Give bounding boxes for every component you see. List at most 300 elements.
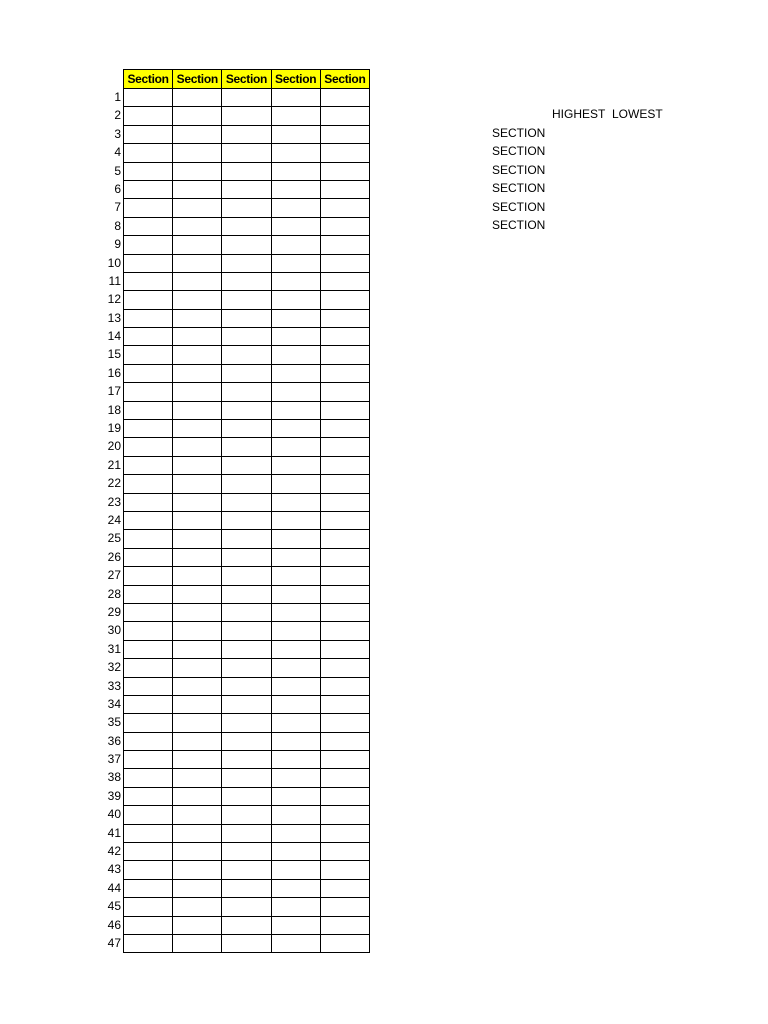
grid-cell[interactable] <box>124 493 173 511</box>
grid-cell[interactable] <box>222 934 271 952</box>
grid-cell[interactable] <box>222 217 271 235</box>
grid-cell[interactable] <box>124 180 173 198</box>
table-row <box>124 548 370 566</box>
grid-cell[interactable] <box>320 89 369 107</box>
grid-cell[interactable] <box>222 364 271 382</box>
grid-cell[interactable] <box>320 401 369 419</box>
lowest-label: LOWEST <box>612 107 663 121</box>
grid-cell[interactable] <box>222 916 271 934</box>
grid-cell[interactable] <box>173 180 222 198</box>
grid-cell[interactable] <box>124 144 173 162</box>
grid-cell[interactable] <box>320 934 369 952</box>
grid-cell[interactable] <box>173 530 222 548</box>
table-row <box>124 475 370 493</box>
grid-cell[interactable] <box>124 456 173 474</box>
grid-cell[interactable] <box>124 530 173 548</box>
grid-cell[interactable] <box>124 677 173 695</box>
grid-cell[interactable] <box>222 640 271 658</box>
grid-cell[interactable] <box>173 567 222 585</box>
grid-cell[interactable] <box>124 806 173 824</box>
grid-cell[interactable] <box>320 236 369 254</box>
table-row <box>124 806 370 824</box>
row-number: 29 <box>107 604 121 619</box>
grid-cell[interactable] <box>124 364 173 382</box>
grid-cell[interactable] <box>271 677 320 695</box>
grid-cell[interactable] <box>271 254 320 272</box>
grid-cell[interactable] <box>124 695 173 713</box>
grid-cell[interactable] <box>222 659 271 677</box>
grid-cell[interactable] <box>222 677 271 695</box>
grid-cell[interactable] <box>320 677 369 695</box>
grid-cell[interactable] <box>271 217 320 235</box>
grid-cell[interactable] <box>320 272 369 290</box>
grid-cell[interactable] <box>222 383 271 401</box>
grid-cell[interactable] <box>173 898 222 916</box>
grid-cell[interactable] <box>222 824 271 842</box>
row-number: 47 <box>107 935 121 950</box>
grid-cell[interactable] <box>173 420 222 438</box>
table-row <box>124 328 370 346</box>
grid-cell[interactable] <box>320 364 369 382</box>
grid-cell[interactable] <box>173 714 222 732</box>
grid-cell[interactable] <box>222 420 271 438</box>
grid-cell[interactable] <box>271 511 320 529</box>
grid-cell[interactable] <box>271 695 320 713</box>
grid-cell[interactable] <box>173 125 222 143</box>
row-number: 27 <box>107 568 121 583</box>
table-row <box>124 125 370 143</box>
summary-section-label: SECTION <box>492 217 546 232</box>
grid-cell[interactable] <box>124 162 173 180</box>
grid-cell[interactable] <box>320 511 369 529</box>
grid-cell[interactable] <box>173 144 222 162</box>
table-row <box>124 659 370 677</box>
grid-cell[interactable] <box>124 272 173 290</box>
table-row <box>124 162 370 180</box>
section-grid <box>123 69 370 953</box>
table-row <box>124 272 370 290</box>
grid-cell[interactable] <box>320 254 369 272</box>
grid-cell[interactable] <box>320 659 369 677</box>
grid-cell[interactable] <box>222 879 271 897</box>
grid-cell[interactable] <box>173 217 222 235</box>
column-header-section: Section <box>173 70 222 89</box>
grid-cell[interactable] <box>271 843 320 861</box>
grid-cell[interactable] <box>124 199 173 217</box>
grid-cell[interactable] <box>124 585 173 603</box>
grid-cell[interactable] <box>320 144 369 162</box>
summary-section-label: SECTION <box>492 181 546 196</box>
grid-cell[interactable] <box>222 714 271 732</box>
grid-cell[interactable] <box>124 879 173 897</box>
grid-cell[interactable] <box>222 199 271 217</box>
grid-cell[interactable] <box>124 898 173 916</box>
grid-cell[interactable] <box>124 861 173 879</box>
grid-cell[interactable] <box>320 603 369 621</box>
table-row <box>124 916 370 934</box>
grid-cell[interactable] <box>124 622 173 640</box>
grid-cell[interactable] <box>124 236 173 254</box>
grid-cell[interactable] <box>271 934 320 952</box>
grid-cell[interactable] <box>222 254 271 272</box>
grid-cell[interactable] <box>271 567 320 585</box>
grid-cell[interactable] <box>124 548 173 566</box>
grid-cell[interactable] <box>271 364 320 382</box>
grid-cell[interactable] <box>271 236 320 254</box>
grid-cell[interactable] <box>271 180 320 198</box>
grid-cell[interactable] <box>222 530 271 548</box>
grid-cell[interactable] <box>124 511 173 529</box>
grid-cell[interactable] <box>173 824 222 842</box>
row-number: 36 <box>107 733 121 748</box>
grid-cell[interactable] <box>271 199 320 217</box>
table-row <box>124 236 370 254</box>
grid-cell[interactable] <box>124 769 173 787</box>
grid-cell[interactable] <box>271 438 320 456</box>
grid-cell[interactable] <box>173 291 222 309</box>
grid-cell[interactable] <box>173 861 222 879</box>
table-row <box>124 364 370 382</box>
grid-cell[interactable] <box>320 420 369 438</box>
table-row <box>124 530 370 548</box>
row-number: 9 <box>114 237 121 252</box>
grid-cell[interactable] <box>271 456 320 474</box>
row-number: 46 <box>107 917 121 932</box>
grid-cell[interactable] <box>320 640 369 658</box>
grid-cell[interactable] <box>124 659 173 677</box>
grid-cell[interactable] <box>222 567 271 585</box>
grid-cell[interactable] <box>222 511 271 529</box>
grid-cell[interactable] <box>222 89 271 107</box>
row-number-column <box>80 88 122 952</box>
grid-cell[interactable] <box>222 328 271 346</box>
grid-cell[interactable] <box>173 732 222 750</box>
row-number: 38 <box>107 770 121 785</box>
grid-cell[interactable] <box>124 603 173 621</box>
grid-cell[interactable] <box>320 162 369 180</box>
grid-cell[interactable] <box>222 769 271 787</box>
table-row <box>124 567 370 585</box>
grid-cell[interactable] <box>320 787 369 805</box>
column-header-section: Section <box>222 70 271 89</box>
grid-cell[interactable] <box>124 732 173 750</box>
grid-cell[interactable] <box>320 493 369 511</box>
grid-cell[interactable] <box>173 162 222 180</box>
grid-cell[interactable] <box>124 328 173 346</box>
grid-cell[interactable] <box>271 125 320 143</box>
grid-cell[interactable] <box>222 751 271 769</box>
column-header-section: Section <box>271 70 320 89</box>
grid-cell[interactable] <box>173 346 222 364</box>
grid-cell[interactable] <box>173 787 222 805</box>
grid-cell[interactable] <box>271 732 320 750</box>
grid-cell[interactable] <box>271 787 320 805</box>
grid-cell[interactable] <box>222 622 271 640</box>
grid-cell[interactable] <box>320 732 369 750</box>
grid-cell[interactable] <box>222 125 271 143</box>
row-number: 35 <box>107 715 121 730</box>
grid-cell[interactable] <box>320 714 369 732</box>
table-row <box>124 199 370 217</box>
grid-cell[interactable] <box>320 346 369 364</box>
grid-cell[interactable] <box>320 180 369 198</box>
grid-cell[interactable] <box>271 291 320 309</box>
grid-cell[interactable] <box>271 898 320 916</box>
grid-cell[interactable] <box>222 456 271 474</box>
grid-cell[interactable] <box>173 806 222 824</box>
grid-cell[interactable] <box>173 585 222 603</box>
grid-cell[interactable] <box>320 567 369 585</box>
row-number: 6 <box>114 181 121 196</box>
grid-cell[interactable] <box>271 769 320 787</box>
row-number: 8 <box>114 218 121 233</box>
table-row <box>124 346 370 364</box>
row-number: 14 <box>107 329 121 344</box>
grid-cell[interactable] <box>222 585 271 603</box>
grid-cell[interactable] <box>320 438 369 456</box>
grid-cell[interactable] <box>124 383 173 401</box>
grid-cell[interactable] <box>173 879 222 897</box>
grid-cell[interactable] <box>124 751 173 769</box>
grid-cell[interactable] <box>173 328 222 346</box>
grid-cell[interactable] <box>271 640 320 658</box>
grid-cell[interactable] <box>320 107 369 125</box>
grid-cell[interactable] <box>271 751 320 769</box>
row-number: 20 <box>107 439 121 454</box>
grid-cell[interactable] <box>271 714 320 732</box>
row-number: 11 <box>108 273 121 288</box>
grid-cell[interactable] <box>124 934 173 952</box>
grid-cell[interactable] <box>173 89 222 107</box>
grid-cell[interactable] <box>320 622 369 640</box>
grid-cell[interactable] <box>320 291 369 309</box>
grid-cell[interactable] <box>271 824 320 842</box>
grid-cell[interactable] <box>173 548 222 566</box>
grid-cell[interactable] <box>271 144 320 162</box>
grid-cell[interactable] <box>320 217 369 235</box>
grid-cell[interactable] <box>124 420 173 438</box>
grid-cell[interactable] <box>124 640 173 658</box>
grid-cell[interactable] <box>173 309 222 327</box>
grid-cell[interactable] <box>320 585 369 603</box>
grid-cell[interactable] <box>222 272 271 290</box>
grid-cell[interactable] <box>173 438 222 456</box>
grid-cell[interactable] <box>271 383 320 401</box>
grid-cell[interactable] <box>320 328 369 346</box>
grid-cell[interactable] <box>320 475 369 493</box>
grid-cell[interactable] <box>222 236 271 254</box>
grid-cell[interactable] <box>173 475 222 493</box>
grid-cell[interactable] <box>271 475 320 493</box>
row-number: 12 <box>107 292 121 307</box>
grid-cell[interactable] <box>320 806 369 824</box>
grid-cell[interactable] <box>320 769 369 787</box>
grid-cell[interactable] <box>222 180 271 198</box>
grid-cell[interactable] <box>222 475 271 493</box>
grid-cell[interactable] <box>271 530 320 548</box>
row-number: 7 <box>114 200 121 215</box>
table-row <box>124 89 370 107</box>
row-number: 45 <box>107 899 121 914</box>
table-row <box>124 291 370 309</box>
grid-cell[interactable] <box>173 659 222 677</box>
grid-cell[interactable] <box>173 916 222 934</box>
grid-cell[interactable] <box>320 824 369 842</box>
table-row <box>124 898 370 916</box>
grid-cell[interactable] <box>320 751 369 769</box>
grid-cell[interactable] <box>222 806 271 824</box>
table-row <box>124 787 370 805</box>
grid-cell[interactable] <box>124 438 173 456</box>
grid-cell[interactable] <box>124 217 173 235</box>
grid-cell[interactable] <box>222 144 271 162</box>
grid-cell[interactable] <box>173 364 222 382</box>
grid-cell[interactable] <box>173 843 222 861</box>
row-number: 5 <box>114 163 121 178</box>
grid-cell[interactable] <box>173 511 222 529</box>
grid-cell[interactable] <box>320 861 369 879</box>
grid-cell[interactable] <box>222 603 271 621</box>
row-number: 22 <box>107 476 121 491</box>
row-number: 33 <box>107 678 121 693</box>
grid-cell[interactable] <box>222 107 271 125</box>
table-row <box>124 640 370 658</box>
table-row <box>124 751 370 769</box>
row-number: 34 <box>107 696 121 711</box>
grid-cell[interactable] <box>271 861 320 879</box>
grid-cell[interactable] <box>173 751 222 769</box>
grid-cell[interactable] <box>271 89 320 107</box>
grid-cell[interactable] <box>222 162 271 180</box>
grid-cell[interactable] <box>124 401 173 419</box>
grid-cell[interactable] <box>222 291 271 309</box>
table-row <box>124 383 370 401</box>
grid-cell[interactable] <box>271 420 320 438</box>
grid-cell[interactable] <box>320 309 369 327</box>
grid-cell[interactable] <box>222 861 271 879</box>
grid-cell[interactable] <box>271 603 320 621</box>
grid-cell[interactable] <box>173 107 222 125</box>
grid-cell[interactable] <box>222 438 271 456</box>
table-row <box>124 217 370 235</box>
grid-cell[interactable] <box>271 328 320 346</box>
grid-cell[interactable] <box>124 346 173 364</box>
grid-cell[interactable] <box>173 934 222 952</box>
grid-cell[interactable] <box>173 677 222 695</box>
grid-cell[interactable] <box>320 843 369 861</box>
grid-cell[interactable] <box>124 787 173 805</box>
grid-cell[interactable] <box>320 530 369 548</box>
row-number: 40 <box>107 807 121 822</box>
grid-cell[interactable] <box>124 475 173 493</box>
grid-cell[interactable] <box>320 383 369 401</box>
grid-cell[interactable] <box>320 879 369 897</box>
table-row <box>124 769 370 787</box>
grid-cell[interactable] <box>222 695 271 713</box>
grid-cell[interactable] <box>271 107 320 125</box>
grid-cell[interactable] <box>222 401 271 419</box>
grid-cell[interactable] <box>124 916 173 934</box>
grid-cell[interactable] <box>124 89 173 107</box>
grid-cell[interactable] <box>173 603 222 621</box>
grid-cell[interactable] <box>173 236 222 254</box>
grid-cell[interactable] <box>173 383 222 401</box>
grid-cell[interactable] <box>124 254 173 272</box>
row-number: 13 <box>107 310 121 325</box>
table-row <box>124 677 370 695</box>
row-number: 4 <box>114 145 121 160</box>
grid-cell[interactable] <box>271 585 320 603</box>
grid-cell[interactable] <box>320 199 369 217</box>
row-number: 17 <box>107 384 121 399</box>
grid-cell[interactable] <box>124 843 173 861</box>
grid-cell[interactable] <box>320 898 369 916</box>
grid-cell[interactable] <box>320 125 369 143</box>
grid-cell[interactable] <box>271 162 320 180</box>
grid-cell[interactable] <box>173 769 222 787</box>
grid-cell[interactable] <box>222 548 271 566</box>
grid-cell[interactable] <box>271 659 320 677</box>
highest-label: HIGHEST <box>552 107 606 121</box>
grid-cell[interactable] <box>271 309 320 327</box>
grid-cell[interactable] <box>124 567 173 585</box>
grid-cell[interactable] <box>124 309 173 327</box>
grid-cell[interactable] <box>271 401 320 419</box>
grid-cell[interactable] <box>271 493 320 511</box>
grid-cell[interactable] <box>124 291 173 309</box>
grid-cell[interactable] <box>222 787 271 805</box>
grid-cell[interactable] <box>173 493 222 511</box>
grid-cell[interactable] <box>173 622 222 640</box>
grid-cell[interactable] <box>124 824 173 842</box>
grid-cell[interactable] <box>222 346 271 364</box>
grid-cell[interactable] <box>222 493 271 511</box>
grid-cell[interactable] <box>271 548 320 566</box>
grid-cell[interactable] <box>124 714 173 732</box>
grid-cell[interactable] <box>124 125 173 143</box>
grid-cell[interactable] <box>222 843 271 861</box>
grid-cell[interactable] <box>320 456 369 474</box>
grid-cell[interactable] <box>173 254 222 272</box>
row-number: 18 <box>107 402 121 417</box>
row-number: 10 <box>107 255 121 270</box>
grid-cell[interactable] <box>320 916 369 934</box>
summary-list <box>492 124 545 234</box>
grid-cell[interactable] <box>173 272 222 290</box>
grid-cell[interactable] <box>222 732 271 750</box>
grid-cell[interactable] <box>271 346 320 364</box>
grid-cell[interactable] <box>173 640 222 658</box>
table-row <box>124 695 370 713</box>
grid-cell[interactable] <box>173 695 222 713</box>
column-header-section: Section <box>320 70 369 89</box>
grid-cell[interactable] <box>271 916 320 934</box>
grid-cell[interactable] <box>271 879 320 897</box>
grid-cell[interactable] <box>271 622 320 640</box>
grid-cell[interactable] <box>271 806 320 824</box>
grid-cell[interactable] <box>173 401 222 419</box>
grid-cell[interactable] <box>173 456 222 474</box>
table-row <box>124 879 370 897</box>
grid-cell[interactable] <box>320 695 369 713</box>
row-number: 21 <box>107 457 121 472</box>
grid-cell[interactable] <box>124 107 173 125</box>
grid-cell[interactable] <box>271 272 320 290</box>
grid-cell[interactable] <box>173 199 222 217</box>
grid-cell[interactable] <box>222 309 271 327</box>
grid-cell[interactable] <box>320 548 369 566</box>
grid-cell[interactable] <box>222 898 271 916</box>
